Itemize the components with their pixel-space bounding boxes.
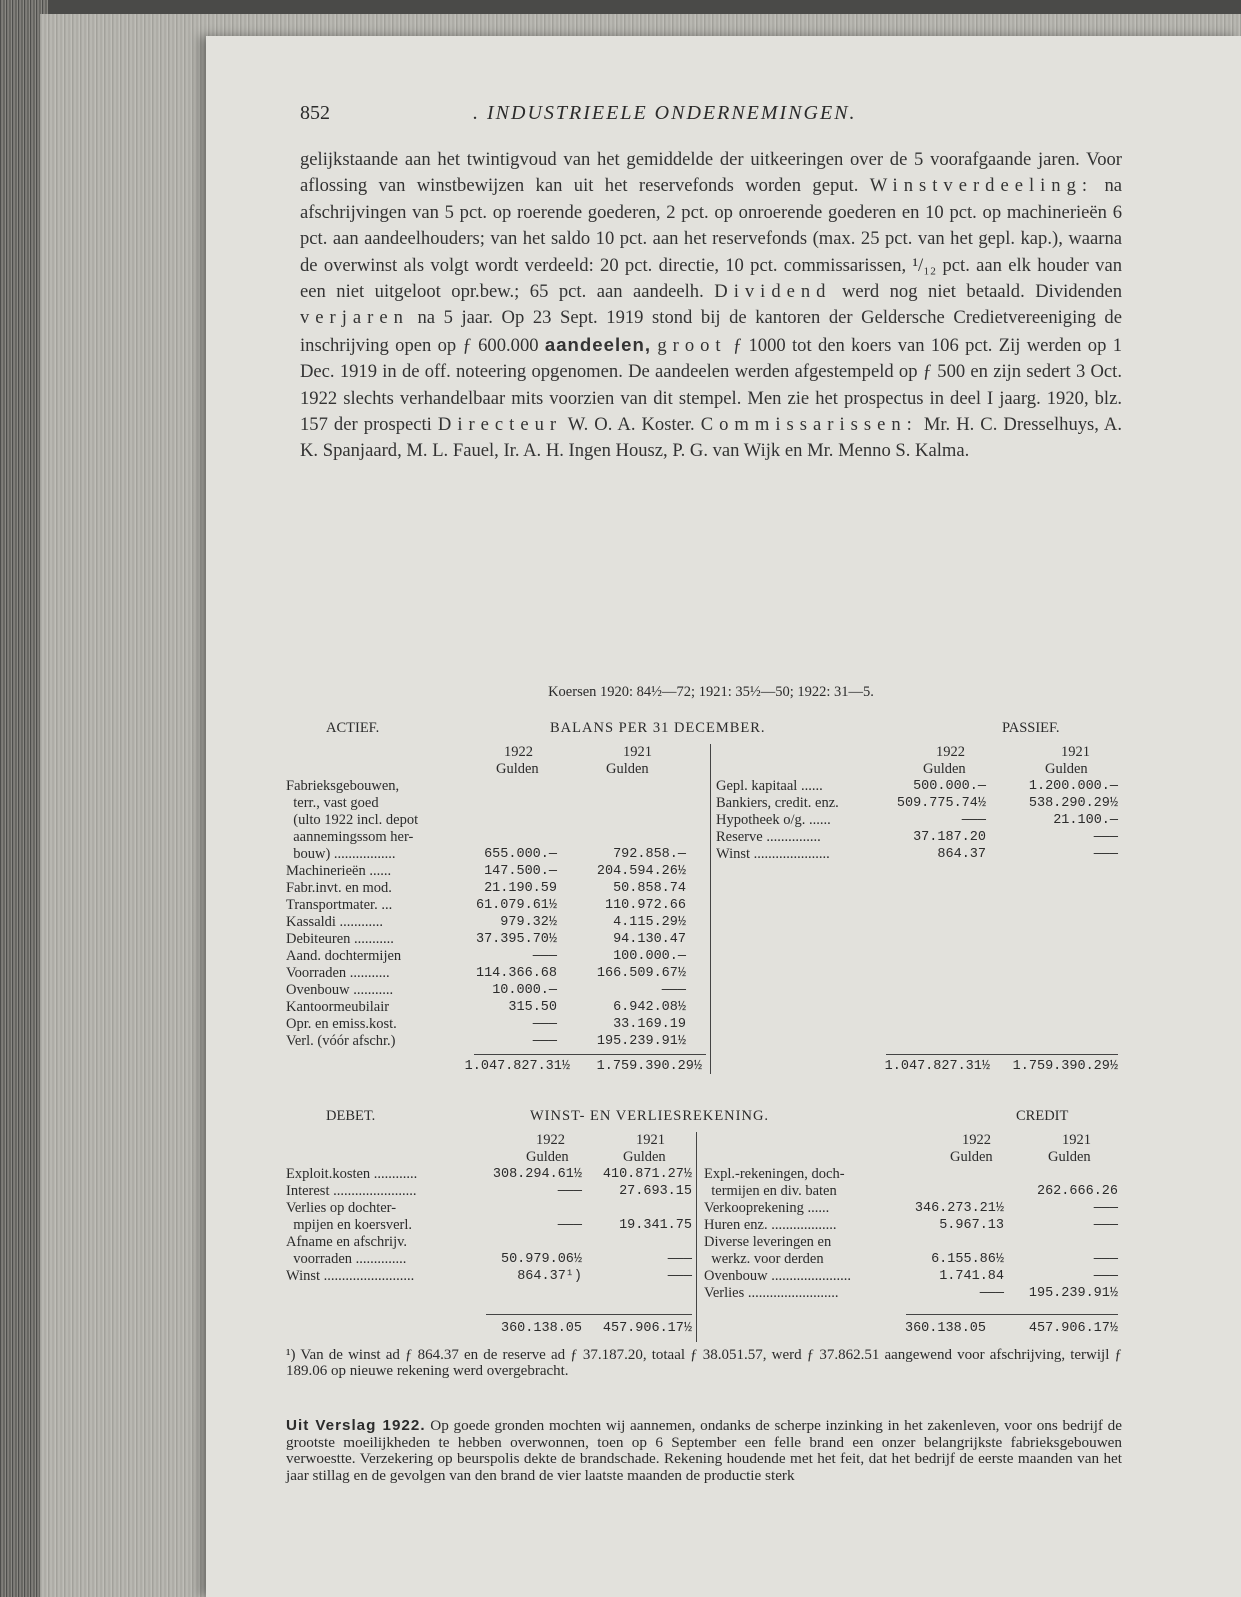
debet-label: Afname en afschrijv. xyxy=(286,1234,408,1250)
credit-label: Ovenbouw ...................... xyxy=(704,1268,852,1284)
asset-value-1921: 100.000.— xyxy=(613,949,686,964)
liability-value-1921: 1.200.000.— xyxy=(1028,779,1118,794)
footnote: ¹) Van de winst ad ƒ 864.37 en de reserve ad ƒ 37.187.20, totaal ƒ 38.051.57, werd ƒ 37.862.51 aangewend voor afschrijving, terwijl ƒ 189.06 op nieuwe rekening werd overgebracht. xyxy=(286,1347,1122,1379)
credit-label: werkz. voor derden xyxy=(704,1251,824,1267)
book-page xyxy=(206,36,1241,1597)
asset-value-1922: 61.079.61½ xyxy=(475,898,557,913)
credit-value-1921: ——— xyxy=(1093,1269,1118,1284)
asset-value-1922: 21.190.59 xyxy=(484,881,557,896)
pl-left-title: DEBET. xyxy=(326,1108,376,1124)
balance-divider xyxy=(710,744,711,1074)
asset-value-1921: 94.130.47 xyxy=(613,932,686,947)
pl-right-title: CREDIT xyxy=(1016,1108,1069,1124)
asset-label: Ovenbouw ........... xyxy=(286,982,394,998)
asset-value-1922: 655.000.— xyxy=(484,847,557,862)
price-quotes-line: Koersen 1920: 84½—72; 1921: 35½—50; 1922: 31—5. xyxy=(548,684,874,700)
running-head xyxy=(300,102,1122,132)
pl-divider xyxy=(696,1132,697,1342)
balance-center-title: BALANS PER 31 DECEMBER. xyxy=(550,720,766,736)
credit-value-1922: 1.741.84 xyxy=(939,1269,1004,1284)
liability-value-1921: 538.290.29½ xyxy=(1028,796,1118,811)
debet-label: Verlies op dochter- xyxy=(286,1200,397,1216)
balance-total-rule-right xyxy=(886,1054,1118,1055)
asset-value-1921: 110.972.66 xyxy=(604,898,686,913)
asset-value-1922: ——— xyxy=(532,1017,557,1032)
debet-value-1921: 19.341.75 xyxy=(619,1218,692,1233)
liab-year-b: 1921 xyxy=(1061,744,1090,760)
asset-value-1921: ——— xyxy=(661,983,686,998)
asset-value-1922: 10.000.— xyxy=(492,983,557,998)
credit-value-1922: 5.967.13 xyxy=(939,1218,1004,1233)
credit-label: Verkooprekening ...... xyxy=(704,1200,830,1216)
liab-year-a: 1922 xyxy=(936,744,965,760)
debet-year-a: 1922 xyxy=(536,1132,565,1148)
body-run: gelijkstaande aan het twintigvoud van het gemiddelde der uitkeeringen over de 5 voorafgaande jaren. Voor aflossing van winstbewijzen kan uit het reservefonds worden geput. xyxy=(300,149,1122,197)
asset-value-1922: ——— xyxy=(532,949,557,964)
report-heading: Uit Verslag 1922. xyxy=(286,1417,426,1434)
liability-total-1922: 1.047.827.31½ xyxy=(884,1059,990,1074)
credit-year-b: 1921 xyxy=(1062,1132,1091,1148)
asset-value-1922: 114.366.68 xyxy=(475,966,557,981)
asset-value-1921: 50.858.74 xyxy=(613,881,686,896)
debet-unit-a: Gulden xyxy=(526,1149,569,1165)
credit-value-1921: ——— xyxy=(1093,1201,1118,1216)
liability-value-1922: 864.37 xyxy=(937,847,986,862)
balance-sheet xyxy=(286,720,1122,1090)
credit-total-1922: 360.138.05 xyxy=(904,1321,986,1336)
credit-unit-a: Gulden xyxy=(950,1149,993,1165)
credit-value-1922: ——— xyxy=(979,1286,1004,1301)
asset-label: Debiteuren ........... xyxy=(286,931,394,947)
asset-value-1921: 4.115.29½ xyxy=(613,915,686,930)
asset-label: Kantoormeubilair xyxy=(286,999,390,1015)
body-run: na 5 jaar. Op 23 Sept. 1919 stond bij de kantoren der Geldersche Credietvereeniging de inschrijving open op ƒ 600.000 xyxy=(300,307,1122,356)
asset-label: Fabrieksgebouwen, xyxy=(286,778,400,794)
credit-total-1921: 457.906.17½ xyxy=(1028,1321,1118,1336)
credit-value-1921: ——— xyxy=(1093,1252,1118,1267)
body-run: Commissarissen: xyxy=(700,414,918,436)
page-number: 852 xyxy=(300,102,330,124)
credit-label: Verlies ......................... xyxy=(704,1285,839,1301)
asset-value-1922: ——— xyxy=(532,1034,557,1049)
liability-value-1922: 509.775.74½ xyxy=(896,796,986,811)
body-run: W. O. A. Koster. xyxy=(562,414,701,436)
body-run: Dividend xyxy=(714,281,832,303)
debet-value-1922: ——— xyxy=(557,1218,582,1233)
liab-unit-a: Gulden xyxy=(923,761,966,777)
asset-value-1922: 37.395.70½ xyxy=(475,932,557,947)
liability-label: Bankiers, credit. enz. xyxy=(716,795,839,811)
liability-label: Hypotheek o/g. ...... xyxy=(716,812,831,828)
running-title: . INDUSTRIEELE ONDERNEMINGEN. xyxy=(473,102,857,124)
debet-total-1921: 457.906.17½ xyxy=(602,1321,692,1336)
debet-label: Winst ......................... xyxy=(286,1268,415,1284)
asset-year-a: 1922 xyxy=(504,744,533,760)
liability-total-1921: 1.759.390.29½ xyxy=(1012,1059,1118,1074)
credit-value-1922: 6.155.86½ xyxy=(931,1252,1004,1267)
liability-value-1922: ——— xyxy=(961,813,986,828)
credit-label: Huren enz. .................. xyxy=(704,1217,837,1233)
profit-loss-account xyxy=(286,1108,1122,1343)
balance-total-rule-left xyxy=(474,1054,706,1055)
pl-total-rule-right xyxy=(906,1314,1118,1315)
liability-label: Reserve ............... xyxy=(716,829,821,845)
asset-value-1922: 315.50 xyxy=(508,1000,557,1015)
body-run: verjaren xyxy=(300,307,409,329)
liability-value-1921: ——— xyxy=(1093,847,1118,862)
asset-unit-b: Gulden xyxy=(606,761,649,777)
liability-value-1921: ——— xyxy=(1093,830,1118,845)
liab-unit-b: Gulden xyxy=(1045,761,1088,777)
debet-value-1922: 864.37¹) xyxy=(517,1269,582,1284)
asset-value-1921: 33.169.19 xyxy=(613,1017,686,1032)
asset-value-1922: 147.500.— xyxy=(484,864,557,879)
asset-value-1921: 204.594.26½ xyxy=(596,864,686,879)
body-run: Directeur xyxy=(437,414,563,436)
body-run: groot xyxy=(657,334,727,356)
liability-value-1922: 37.187.20 xyxy=(913,830,986,845)
asset-total-1921: 1.759.390.29½ xyxy=(596,1059,702,1074)
asset-label: terr., vast goed xyxy=(286,795,379,811)
debet-total-1922: 360.138.05 xyxy=(500,1321,582,1336)
debet-year-b: 1921 xyxy=(636,1132,665,1148)
credit-value-1922: 346.273.21½ xyxy=(914,1201,1004,1216)
credit-year-a: 1922 xyxy=(962,1132,991,1148)
asset-label: Opr. en emiss.kost. xyxy=(286,1016,397,1032)
debet-value-1921: ——— xyxy=(667,1252,692,1267)
debet-value-1922: ——— xyxy=(557,1184,582,1199)
asset-value-1922: 979.32½ xyxy=(500,915,557,930)
asset-value-1921: 166.509.67½ xyxy=(596,966,686,981)
debet-unit-b: Gulden xyxy=(623,1149,666,1165)
balance-right-title: PASSIEF. xyxy=(1002,720,1060,736)
credit-value-1921: 262.666.26 xyxy=(1036,1184,1118,1199)
debet-value-1922: 50.979.06½ xyxy=(500,1252,582,1267)
asset-value-1921: 6.942.08½ xyxy=(613,1000,686,1015)
liability-value-1921: 21.100.— xyxy=(1053,813,1118,828)
debet-label: Exploit.kosten ............ xyxy=(286,1166,418,1182)
credit-unit-b: Gulden xyxy=(1048,1149,1091,1165)
debet-label: Interest ....................... xyxy=(286,1183,417,1199)
pl-center-title: WINST- EN VERLIESREKENING. xyxy=(530,1108,770,1124)
pl-total-rule-left xyxy=(486,1314,692,1315)
credit-value-1921: ——— xyxy=(1093,1218,1118,1233)
debet-value-1921: ——— xyxy=(667,1269,692,1284)
asset-label: (ulto 1922 incl. depot xyxy=(286,812,419,828)
debet-label: voorraden .............. xyxy=(286,1251,407,1267)
liability-label: Gepl. kapitaal ...... xyxy=(716,778,823,794)
credit-value-1921: 195.239.91½ xyxy=(1028,1286,1118,1301)
asset-label: Kassaldi ............ xyxy=(286,914,384,930)
asset-year-b: 1921 xyxy=(623,744,652,760)
body-run: ƒ 1000 tot den koers van 106 pct. Zij werden op 1 Dec. 1919 in de off. noteering opgenomen. De aandeelen werden afgestempeld op ƒ 500 en zijn sedert 3 Oct. 1922 slechts verhandelbaar mits voorzien van dit stempel. Men zie het prospectus in deel I jaarg. 1920, blz. 157 der prospecti xyxy=(300,334,1122,436)
asset-value-1921: 195.239.91½ xyxy=(596,1034,686,1049)
asset-label: Machinerieën ...... xyxy=(286,863,392,879)
asset-label: bouw) ................. xyxy=(286,846,396,862)
liability-label: Winst ..................... xyxy=(716,846,830,862)
balance-left-title: ACTIEF. xyxy=(326,720,380,736)
debet-value-1922: 308.294.61½ xyxy=(492,1167,582,1182)
body-run: Mr. H. C. Dresselhuys, A. K. Spanjaard, M. L. Fauel, Ir. A. H. Ingen Housz, P. G. van Wijk en Mr. Menno S. Kalma. xyxy=(300,414,1123,462)
report-text: Op goede gronden mochten wij aannemen, ondanks de scherpe inzinking in het zakenleven, voor ons bedrijf de grootste moeilijkheden te hebben overwonnen, toen op 6 September een felle brand een onzer belangrijkste fabrieksgebouwen verwoestte. Verzekering op beurspolis dekte de brandschade. Rekening houdende met het feit, dat het bedrijf de eerste maanden van het jaar stillag en de gevolgen van den brand de vier laatste maanden de productie sterk xyxy=(286,1417,1123,1484)
body-paragraph xyxy=(300,147,1122,465)
liability-value-1922: 500.000.— xyxy=(913,779,986,794)
asset-unit-a: Gulden xyxy=(496,761,539,777)
asset-label: Verl. (vóór afschr.) xyxy=(286,1033,396,1049)
debet-value-1921: 27.693.15 xyxy=(619,1184,692,1199)
credit-label: termijen en div. baten xyxy=(704,1183,837,1199)
asset-label: Voorraden ........... xyxy=(286,965,390,981)
asset-label: aannemingssom her- xyxy=(286,829,414,845)
body-run: na afschrijvingen van 5 pct. op roerende goederen, 2 pct. op onroerende goederen en 10 pct. op machinerieën 6 pct. aan aandeelhouders; van het saldo 10 pct. aan het reservefonds (max. 25 pct. van het gepl. kap.), waarna de overwinst als volgt wordt verdeeld: 20 pct. directie, 10 pct. commissarissen, ¹/₁₂ pct. aan elk houder van een niet uitgeloot opr.bew.; 65 pct. aan aandeelh. xyxy=(300,175,1122,303)
debet-label: mpijen en koersverl. xyxy=(286,1217,413,1233)
asset-total-1922: 1.047.827.31½ xyxy=(464,1059,570,1074)
debet-value-1921: 410.871.27½ xyxy=(602,1167,692,1182)
body-run: aandeelen, xyxy=(544,333,651,355)
credit-label: Diverse leveringen en xyxy=(704,1234,832,1250)
asset-label: Aand. dochtermijen xyxy=(286,948,402,964)
asset-label: Transportmater. ... xyxy=(286,897,393,913)
body-run: Winstverdeeling: xyxy=(869,175,1094,197)
report-excerpt xyxy=(286,1418,1122,1484)
asset-value-1921: 792.858.— xyxy=(613,847,686,862)
body-run: werd nog niet betaald. Dividenden xyxy=(831,281,1122,303)
asset-label: Fabr.invt. en mod. xyxy=(286,880,392,896)
credit-label: Expl.-rekeningen, doch- xyxy=(704,1166,845,1182)
